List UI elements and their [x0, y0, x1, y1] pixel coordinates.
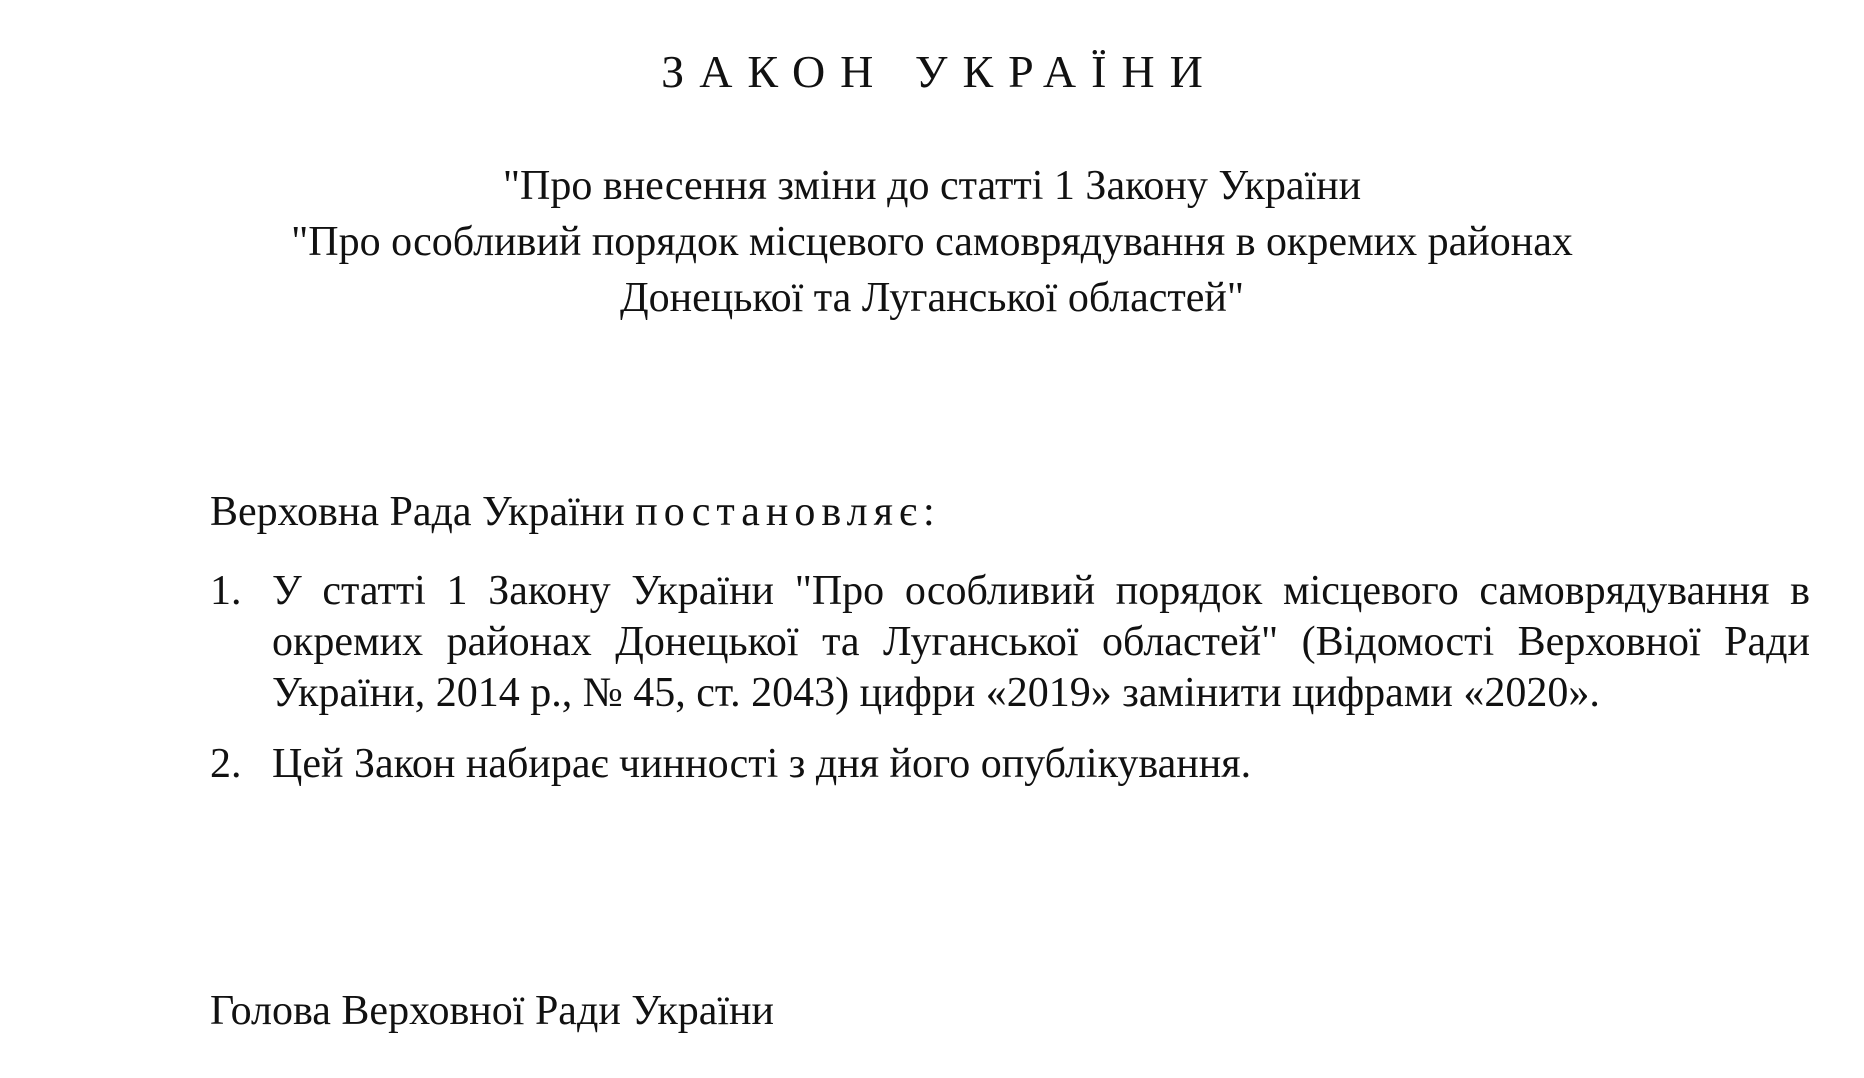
preamble-text: Верховна Рада України	[210, 489, 636, 535]
subtitle-line: "Про внесення зміни до статті 1 Закону України	[502, 163, 1362, 209]
document-subtitle	[0, 158, 1864, 326]
item-number: 1.	[210, 568, 242, 614]
list-item	[210, 739, 1810, 790]
item-number: 2.	[210, 741, 242, 787]
list-item	[210, 566, 1810, 719]
preamble	[210, 484, 941, 540]
item-text: У статті 1 Закону України "Про особливий порядок місцевого самоврядування в окремих районах Донецької та Луганської областей" (Відомості Верховної Ради України, 2014 р., № 45, ст. 2043) цифри «2019» замінити цифрами «2020».	[272, 568, 1810, 716]
articles-list	[210, 566, 1810, 810]
preamble-emphasis: постановляє:	[635, 489, 941, 535]
signature-line: Голова Верховної Ради України	[210, 988, 775, 1034]
subtitle-line: Донецької та Луганської областей"	[619, 275, 1245, 321]
subtitle-line: "Про особливий порядок місцевого самоврядування в окремих районах	[291, 219, 1573, 265]
item-text: Цей Закон набирає чинності з дня його опублікування.	[272, 741, 1252, 787]
document-title: ЗАКОН УКРАЇНИ	[661, 46, 1218, 97]
